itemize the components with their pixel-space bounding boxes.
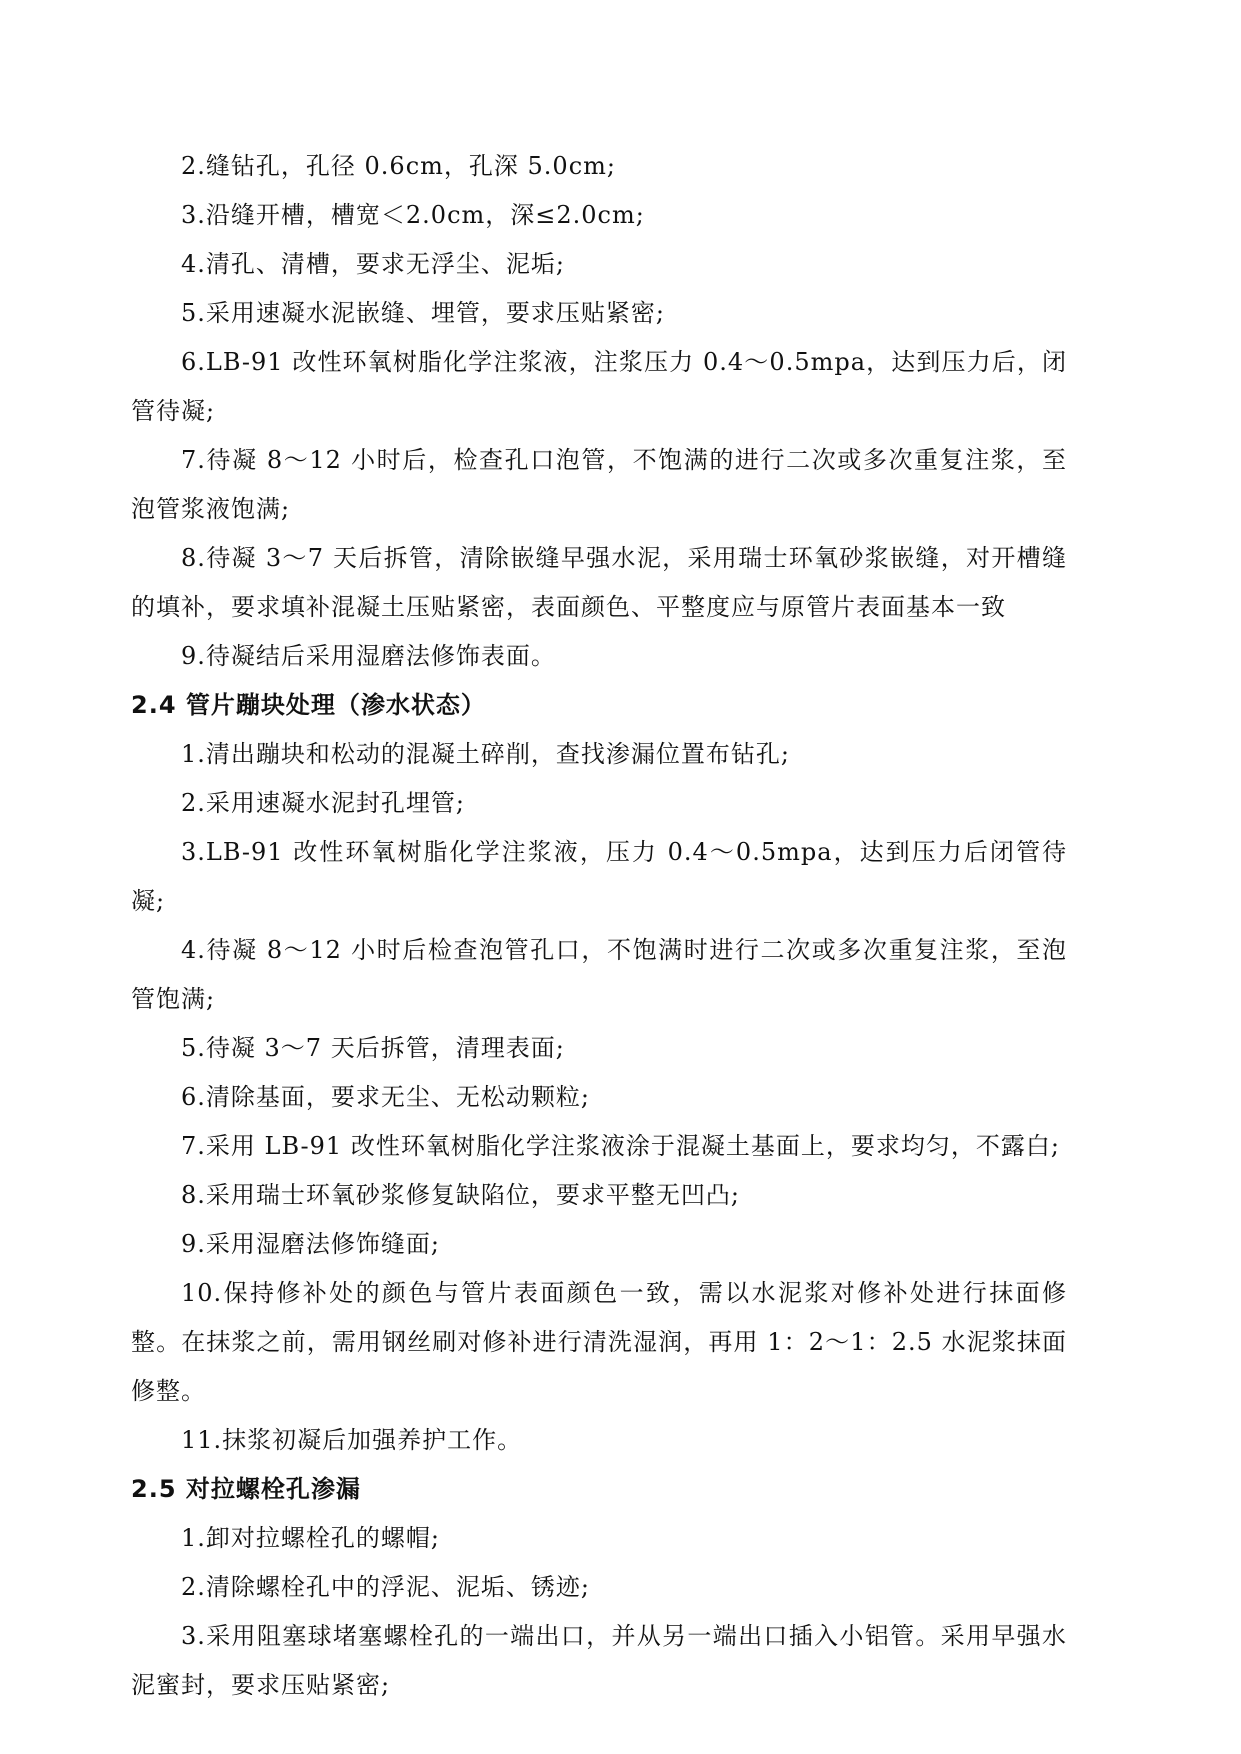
section-2-4-step-11: 11.抹浆初凝后加强养护工作。 bbox=[181, 1426, 523, 1454]
step-9-wet-grinding: 9.待凝结后采用湿磨法修饰表面。 bbox=[181, 642, 556, 670]
step-6-grouting: 6.LB-91 改性环氧树脂化学注浆液，注浆压力 0.4～0.5mpa，达到压力后，闭管待凝; bbox=[131, 348, 1067, 425]
step-3-cut-groove: 3.沿缝开槽，槽宽＜2.0cm，深≤2.0cm; bbox=[181, 201, 645, 229]
section-2-4-step-5: 5.待凝 3～7 天后拆管，清理表面; bbox=[181, 1034, 565, 1062]
step-7-inspect: 7.待凝 8～12 小时后，检查孔口泡管，不饱满的进行二次或多次重复注浆，至泡管浆液饱满; bbox=[131, 446, 1067, 523]
section-2-5-step-2: 2.清除螺栓孔中的浮泥、泥垢、锈迹; bbox=[181, 1573, 590, 1601]
section-heading-2-5: 2.5 对拉螺栓孔渗漏 bbox=[131, 1475, 361, 1503]
section-2-4-step-1: 1.清出蹦块和松动的混凝土碎削，查找渗漏位置布钻孔; bbox=[181, 740, 790, 768]
section-2-5-step-3: 3.采用阻塞球堵塞螺栓孔的一端出口，并从另一端出口插入小铝管。采用早强水泥蜜封，要求压贴紧密; bbox=[131, 1622, 1067, 1699]
section-2-4-step-3: 3.LB-91 改性环氧树脂化学注浆液，压力 0.4～0.5mpa，达到压力后闭管待凝; bbox=[131, 838, 1067, 915]
step-8-remove-pipes: 8.待凝 3～7 天后拆管，清除嵌缝早强水泥，采用瑞士环氧砂浆嵌缝，对开槽缝的填补，要求填补混凝土压贴紧密，表面颜色、平整度应与原管片表面基本一致 bbox=[131, 544, 1067, 621]
section-heading-2-4: 2.4 管片蹦块处理（渗水状态） bbox=[131, 691, 486, 719]
section-2-4-step-7: 7.采用 LB-91 改性环氧树脂化学注浆液涂于混凝土基面上，要求均匀，不露白; bbox=[181, 1132, 1060, 1160]
step-4-clean-holes: 4.清孔、清槽，要求无浮尘、泥垢; bbox=[181, 250, 565, 278]
section-2-4-step-10: 10.保持修补处的颜色与管片表面颜色一致，需以水泥浆对修补处进行抹面修整。在抹浆之前，需用钢丝刷对修补进行清洗湿润，再用 1：2～1：2.5 水泥浆抹面修整。 bbox=[131, 1279, 1067, 1405]
section-2-4-step-6: 6.清除基面，要求无尘、无松动颗粒; bbox=[181, 1083, 590, 1111]
section-2-4-step-4: 4.待凝 8～12 小时后检查泡管孔口，不饱满时进行二次或多次重复注浆，至泡管饱满; bbox=[131, 936, 1067, 1013]
step-5-seal-cracks: 5.采用速凝水泥嵌缝、埋管，要求压贴紧密; bbox=[181, 299, 665, 327]
document-body bbox=[131, 142, 1067, 1710]
section-2-5-step-1: 1.卸对拉螺栓孔的螺帽; bbox=[181, 1524, 440, 1552]
step-2-drill-holes: 2.缝钻孔，孔径 0.6cm，孔深 5.0cm; bbox=[181, 152, 616, 180]
section-2-4-step-9: 9.采用湿磨法修饰缝面; bbox=[181, 1230, 440, 1258]
section-2-4-step-2: 2.采用速凝水泥封孔埋管; bbox=[181, 789, 465, 817]
section-2-4-step-8: 8.采用瑞士环氧砂浆修复缺陷位，要求平整无凹凸; bbox=[181, 1181, 740, 1209]
